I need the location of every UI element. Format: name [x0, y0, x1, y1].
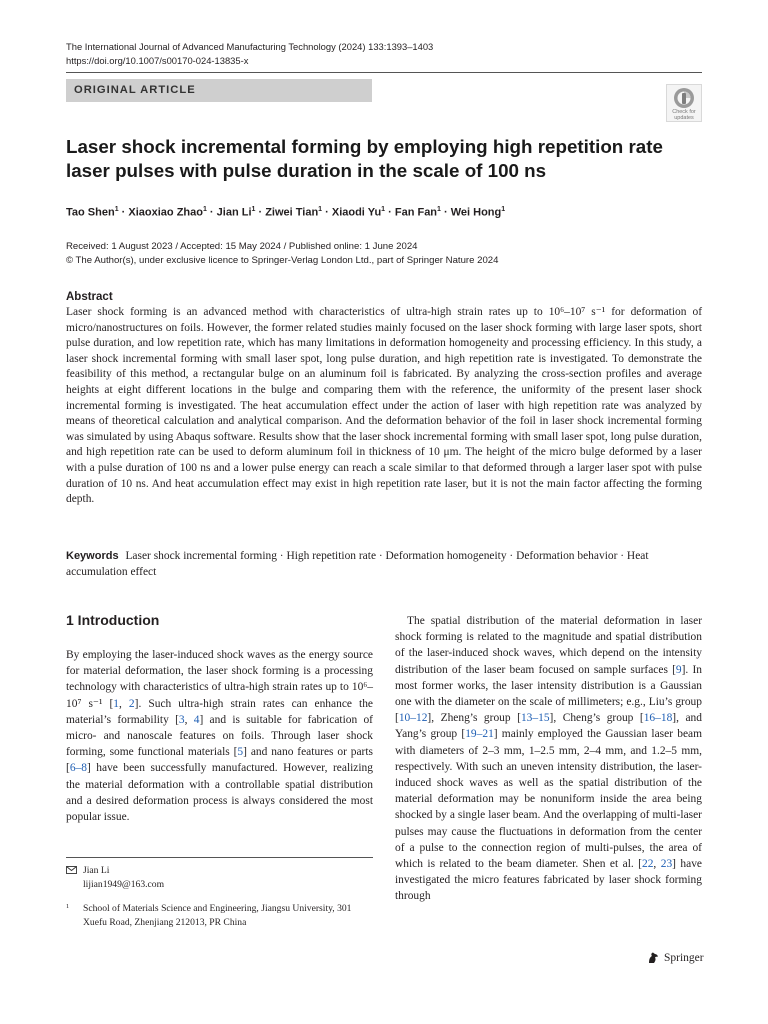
publisher-logo — [646, 951, 704, 965]
body-text: , — [119, 697, 129, 710]
affiliation-text: School of Materials Science and Engineering, Jiangsu University, 301 Xuefu Road, Zhenjiang 212013, PR China — [83, 903, 352, 928]
history-dates: Received: 1 August 2023 / Accepted: 15 May 2024 / Published online: 1 June 2024 — [66, 241, 418, 252]
author-name[interactable]: Ziwei Tian — [265, 206, 319, 219]
body-text: ]. Such ultra-high strain rates can enhance the material’s formability [ — [66, 697, 373, 726]
body-text: ] have investigated the micro features fabricated by laser shock forming through — [395, 858, 702, 903]
citation-link[interactable]: 2 — [128, 697, 135, 710]
citation-link[interactable]: 9 — [675, 663, 682, 676]
author-affiliation-mark: 1 — [318, 206, 323, 213]
author-separator: · — [118, 206, 129, 219]
publisher-name: Springer — [664, 952, 704, 964]
affiliation-mark: 1 — [66, 903, 70, 910]
badge-line-1: Check for — [672, 109, 696, 115]
body-text: ], and Yang’s group [ — [395, 712, 702, 741]
author-affiliation-mark: 1 — [251, 206, 256, 213]
section-heading-introduction: 1 Introduction — [66, 612, 160, 628]
citation-link[interactable]: 6–8 — [69, 762, 87, 775]
body-text: ], Zheng’s group [ — [427, 712, 521, 725]
author-list — [66, 203, 505, 220]
publication-dates — [66, 240, 498, 268]
citation-link[interactable]: 4 — [193, 713, 200, 726]
corresponding-author — [66, 864, 164, 892]
citation-link[interactable]: 5 — [237, 746, 244, 759]
author-affiliation-mark: 1 — [202, 206, 207, 213]
envelope-icon — [66, 866, 77, 874]
abstract-text: Laser shock forming is an advanced method with characteristics of ultra-high strain rates up to 10⁶–10⁷ s⁻¹ for deformation of micro/nanostructures on foils. However, the former related studies mainly focused on the laser shock forming with large laser spots, short pulse duration, and low repetition rate, which has many limitations in deformation homogeneity and processing efficiency. In this study, a laser shock incremental forming with small laser spot, long pulse duration, and high repetition rate is investigated. To demonstrate the feasibility of this method, a rectangular bulge on an aluminum foil is fabricated. By analyzing the cross-section profiles and average heights at eight different locations in the bulge and comparing them with the reference, the uniformity of the present laser shock incremental forming is investigated. The heat accumulation effect under the action of laser with high repetition rate was analyzed by means of theoretical calculation and analytical comparison. And the deformation behavior of the foil in laser shock incremental forming was simulated by using Abaqus software. Results show that the laser shock incremental forming with small laser spot, long pulse duration, and high repetition rate can be used to deform aluminum foil in thickness of 10 μm. The height of the micro bulge deformed by a laser with a pulse duration of 100 ns and a lower pulse energy can reach a scale similar to that deformed through a larger laser spot with pulse duration of 10 ns. And heat accumulation effect may exist in high repetition rate laser, but it is not the main factor affecting the forming depth. — [66, 306, 702, 506]
check-for-updates-badge[interactable] — [666, 84, 702, 122]
keywords — [66, 548, 702, 580]
citation-link[interactable]: 22 — [641, 858, 654, 871]
contact-name: Jian Li — [83, 865, 110, 876]
author-affiliation-mark: 1 — [437, 206, 441, 213]
author-name[interactable]: Tao Shen — [66, 206, 115, 219]
body-text: ], Cheng’s group [ — [549, 712, 644, 725]
citation-link[interactable]: 13–15 — [520, 712, 550, 725]
footnote-rule — [66, 857, 373, 858]
article-type-banner: ORIGINAL ARTICLE — [66, 79, 372, 102]
body-text: ] have been successfully manufactured. However, realizing the material deformation with a controllable spatial distribution and a desired deformation process is always considered the most popular issue. — [66, 762, 373, 824]
body-text: ] mainly employed the Gaussian laser beam with diameters of 2–3 mm, 1–2.5 mm, 2–4 mm, and 1.2–5 mm, respectively. With such an uneven intensity distribution, the laser-induced shock waves as well as the spatial distribution of the material deformation may be nonuniform inside the area being shocked by a single laser beam. And the overlapping of multi-laser pulses may cause the fluctuations in deformation from the center of a pulse to the connection region of multi-pulses, the area of which is related to the beam diameter. Shen et al. [ — [395, 728, 702, 871]
author-name[interactable]: Wei Hong — [450, 206, 502, 219]
body-text: ] and is suitable for fabrication of micro- and nanoscale features on foils. Through laser shock forming, some functional materials [ — [66, 713, 373, 759]
author-name[interactable]: Jian Li — [216, 206, 252, 219]
citation-link[interactable]: 1 — [113, 697, 119, 710]
author-separator: · — [322, 206, 332, 219]
copyright-line: © The Author(s), under exclusive licence to Springer-Verlag London Ltd., part of Springer Nature 2024 — [66, 255, 499, 266]
citation-link[interactable]: 16–18 — [643, 712, 673, 725]
springer-horse-icon — [646, 951, 660, 965]
journal-citation: The International Journal of Advanced Manufacturing Technology (2024) 133:1393–1403 — [66, 41, 434, 52]
citation-link[interactable]: 19–21 — [465, 728, 494, 741]
author-name[interactable]: Xiaodi Yu — [331, 206, 382, 219]
intro-paragraph-right — [395, 613, 702, 905]
author-separator: · — [440, 206, 451, 219]
affiliation-footnote — [66, 902, 373, 930]
body-text: , — [184, 713, 194, 726]
author-affiliation-mark: 1 — [501, 206, 506, 213]
abstract-heading: Abstract — [66, 291, 113, 303]
citation-link[interactable]: 3 — [178, 713, 185, 726]
body-text: ] and nano features or parts [ — [66, 746, 373, 775]
article-title: Laser shock incremental forming by employing high repetition rate laser pulses with pulse duration in the scale of 100 ns — [66, 136, 663, 181]
body-text: , — [653, 858, 661, 871]
intro-paragraph-left — [66, 647, 373, 825]
body-text: ]. In most former works, the laser intensity distribution is a Gaussian one with the diameter on the scale of millimeters; e.g., Liu’s group [ — [395, 663, 702, 725]
body-text: By employing the laser-induced shock waves as the energy source for material deformation, the laser shock forming is a processing technology with characteristics of ultra-high strain rates up to 10⁶–10⁷ s⁻¹ [ — [66, 649, 373, 710]
author-affiliation-mark: 1 — [381, 206, 386, 213]
keywords-text: Laser shock incremental forming · High repetition rate · Deformation homogeneity · Deformation behavior · Heat accumulation effect — [66, 550, 649, 578]
journal-header — [66, 40, 433, 68]
check-for-updates-icon — [673, 87, 695, 109]
author-separator: · — [255, 206, 266, 219]
body-text: The spatial distribution of the material deformation in laser shock forming is related to the magnitude and spatial distribution of the laser-induced shock waves, which depend on the intensity distribution of the laser beam focused on sample surfaces [ — [395, 615, 702, 676]
badge-line-2: updates — [674, 115, 694, 121]
citation-link[interactable]: 23 — [660, 858, 673, 871]
author-affiliation-mark: 1 — [114, 206, 119, 213]
author-separator: · — [385, 206, 395, 219]
author-name[interactable]: Fan Fan — [394, 206, 438, 219]
doi-link[interactable]: https://doi.org/10.1007/s00170-024-13835-x — [66, 55, 249, 66]
contact-email[interactable]: lijian1949@163.com — [83, 879, 165, 890]
citation-link[interactable]: 10–12 — [398, 712, 428, 725]
keywords-label: Keywords — [66, 550, 119, 562]
author-name[interactable]: Xiaoxiao Zhao — [128, 206, 203, 219]
header-rule — [66, 72, 702, 73]
author-separator: · — [206, 206, 217, 219]
